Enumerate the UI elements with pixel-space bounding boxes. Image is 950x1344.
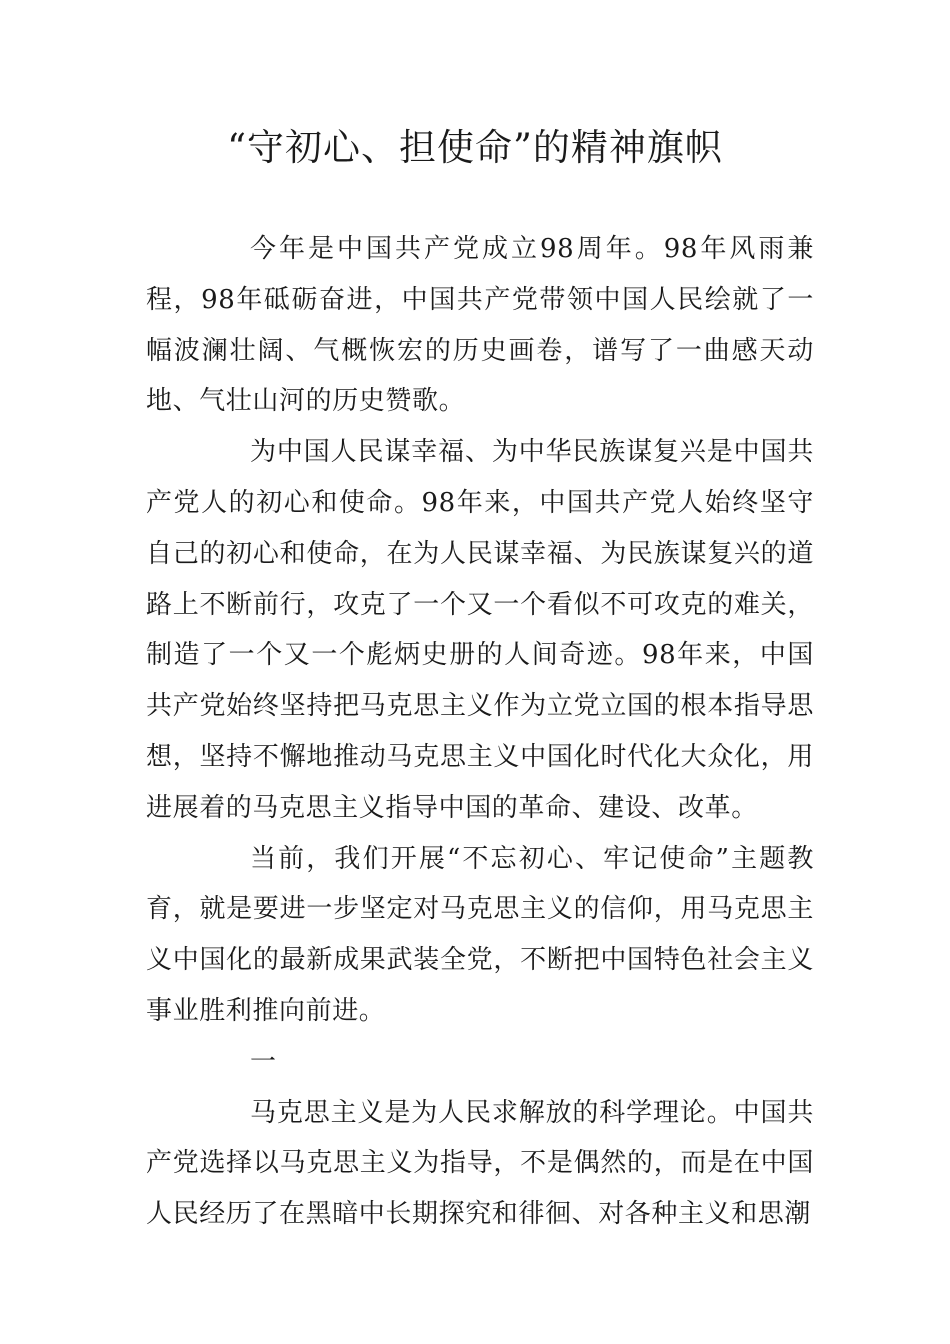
paragraph-marxism: 马克思主义是为人民求解放的科学理论。中国共产党选择以马克思主义为指导，不是偶然的，而是在中国人民经历了在黑暗中长期探究和徘徊、对各种主义和思潮 — [146, 1097, 814, 1230]
paragraph-mission: 为中国人民谋幸福、为中华民族谋复兴是中国共产党人的初心和使命。98年来，中国共产党人始终坚守自己的初心和使命，在为人民谋幸福、为民族谋复兴的道路上不断前行，攻克了一个又一个看似不可攻克的难关，制造了一个又一个彪炳史册的人间奇迹。98年来，中国共产党始终坚持把马克思主义作为立党立国的根本指导思想，坚持不懈地推动马克思主义中国化时代化大众化，用进展着的马克思主义指导中国的革命、建设、改革。 — [146, 437, 814, 823]
paragraph-intro: 今年是中国共产党成立98周年。98年风雨兼程，98年砥砺奋进，中国共产党带领中国人民绘就了一幅波澜壮阔、气概恢宏的历史画卷，谱写了一曲感天动地、气壮山河的历史赞歌。 — [146, 234, 814, 417]
document-title: “守初心、担使命”的精神旗帜 — [227, 126, 723, 169]
paragraph-education: 当前，我们开展“不忘初心、牢记使命”主题教育，就是要进一步坚定对马克思主义的信仰，用马克思主义中国化的最新成果武装全党，不断把中国特色社会主义事业胜利推向前进。 — [146, 843, 814, 1026]
document-body — [146, 224, 814, 1240]
section-marker: 一 — [250, 1046, 277, 1077]
